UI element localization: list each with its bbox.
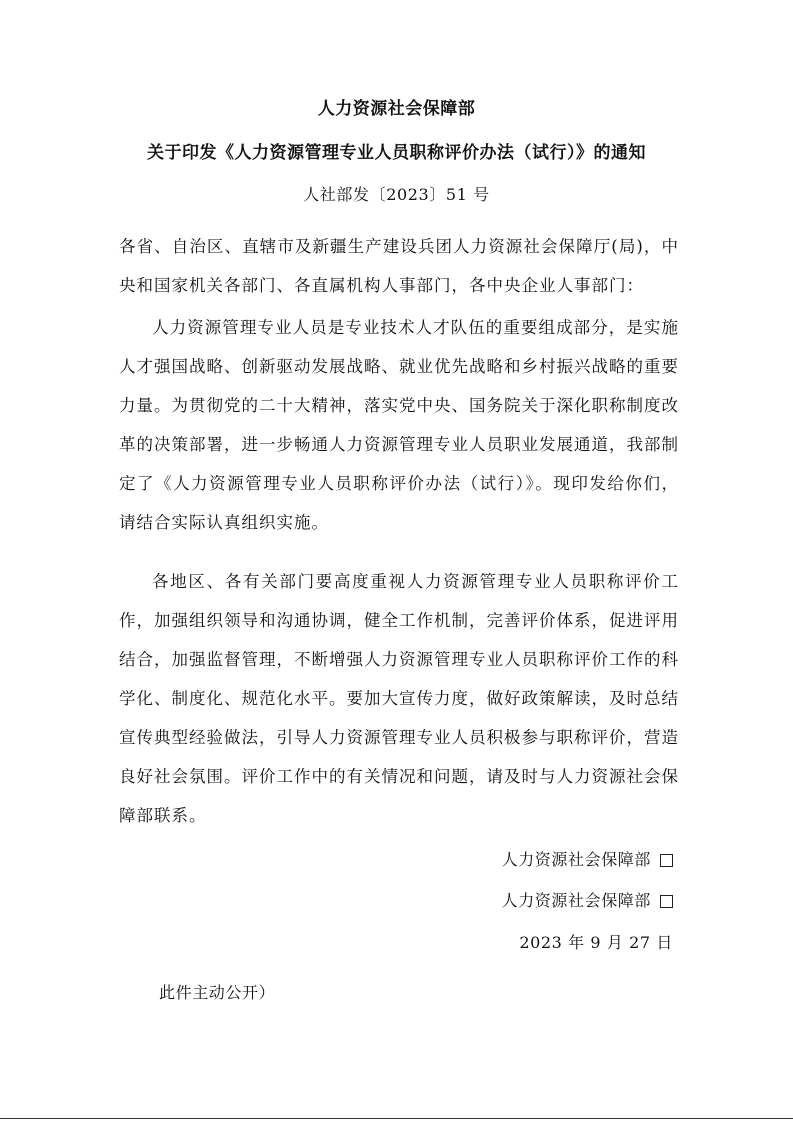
signature-date xyxy=(519,932,673,954)
signature-text-2: 人力资源社会保障部 xyxy=(501,891,651,910)
signature-text-1: 人力资源社会保障部 xyxy=(501,850,651,869)
signature-line-2 xyxy=(502,890,673,912)
salutation: 各省、自治区、直辖市及新疆生产建设兵团人力资源社会保障厅(局)，中央和国家机关各部门、各直属机构人事部门，各中央企业人事部门： xyxy=(119,237,679,295)
disclosure-note: 此件主动公开） xyxy=(159,983,276,1002)
body-paragraph-2: 各地区、各有关部门要高度重视人力资源管理专业人员职称评价工作，加强组织领导和沟通协调，健全工作机制，完善评价体系，促进评用结合，加强监督管理，不断增强人力资源管理专业人员职称评价工作的科学化、制度化、规范化水平。要加大宣传力度，做好政策解读，及时总结宣传典型经验做法，引导人力资源管理专业人员积极参与职称评价，营造良好社会氛围。评价工作中的有关情况和问题，请及时与人力资源社会保障部联系。 xyxy=(119,572,679,825)
bottom-divider xyxy=(0,1118,793,1119)
placeholder-box-icon xyxy=(660,895,673,908)
placeholder-box-icon xyxy=(660,854,673,867)
date-text: 2023 年 9 月 27 日 xyxy=(519,933,673,952)
signature-line-1 xyxy=(502,849,673,871)
body-paragraph-1: 人力资源管理专业人员是专业技术人才队伍的重要组成部分，是实施人才强国战略、创新驱动发展战略、就业优先战略和乡村振兴战略的重要力量。为贯彻党的二十大精神，落实党中央、国务院关于深化职称制度改革的决策部署，进一步畅通人力资源管理专业人员职业发展通道，我部制定了《人力资源管理专业人员职称评价办法（试行）》。现印发给你们，请结合实际认真组织实施。 xyxy=(119,318,679,532)
notice-title: 关于印发《人力资源管理专业人员职称评价办法（试行）》的通知 xyxy=(147,143,646,163)
document-number: 人社部发〔2023〕51 号 xyxy=(303,185,490,204)
issuer-title: 人力资源社会保障部 xyxy=(317,99,476,119)
